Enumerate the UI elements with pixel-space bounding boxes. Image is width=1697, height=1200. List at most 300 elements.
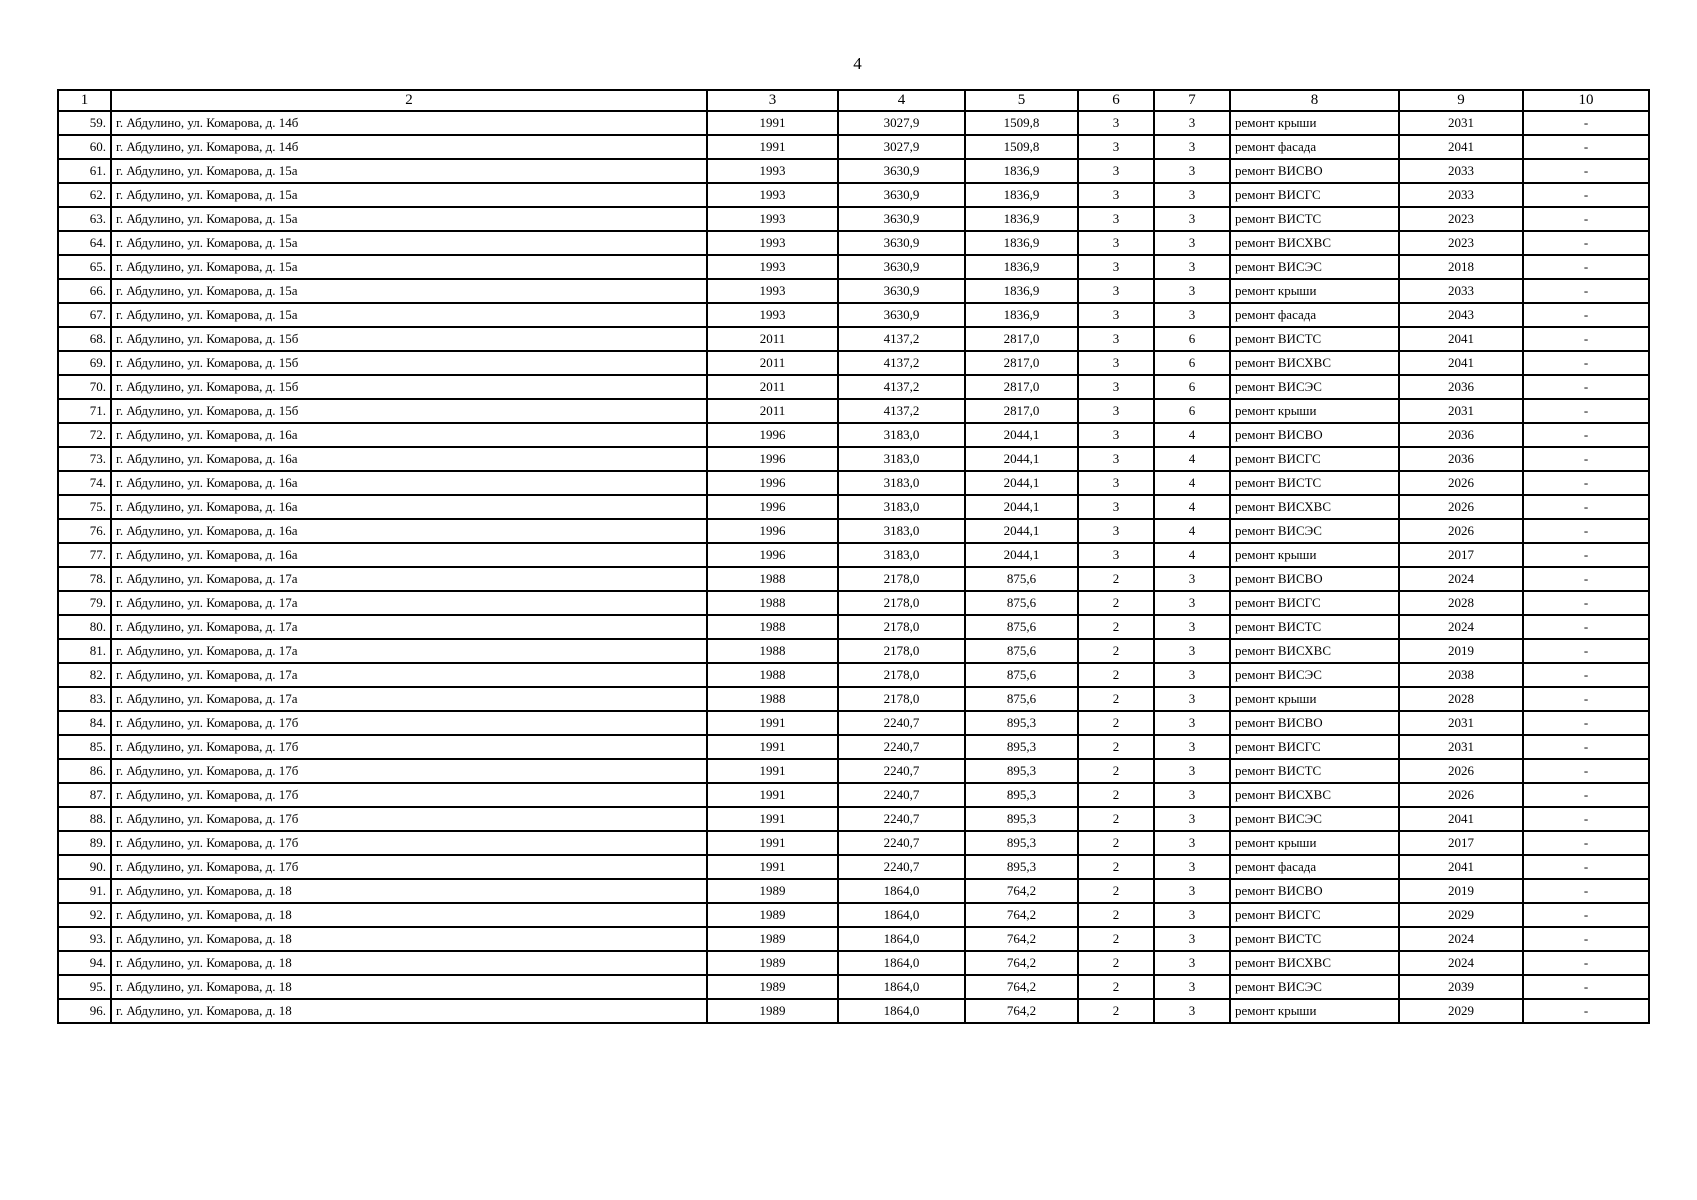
total-area-cell: 4137,2 [838,351,965,375]
planned-year-cell: 2041 [1399,807,1523,831]
work-type-cell: ремонт крыши [1230,831,1399,855]
planned-year-cell: 2036 [1399,375,1523,399]
living-area-cell: 895,3 [965,711,1078,735]
floors-cell: 2 [1078,879,1154,903]
address-cell: г. Абдулино, ул. Комарова, д. 15б [111,375,707,399]
note-cell: - [1523,687,1649,711]
row-number-cell: 84. [58,711,111,735]
address-cell: г. Абдулино, ул. Комарова, д. 17а [111,567,707,591]
work-type-cell: ремонт ВИСВО [1230,423,1399,447]
work-type-cell: ремонт ВИСТС [1230,759,1399,783]
row-number-cell: 96. [58,999,111,1023]
entrances-cell: 3 [1154,231,1230,255]
note-cell: - [1523,519,1649,543]
work-type-cell: ремонт крыши [1230,543,1399,567]
table-row [58,351,1649,375]
table-row [58,207,1649,231]
living-area-cell: 764,2 [965,975,1078,999]
total-area-cell: 3630,9 [838,159,965,183]
entrances-cell: 6 [1154,351,1230,375]
column-number-row [58,90,1649,111]
row-number-cell: 62. [58,183,111,207]
address-cell: г. Абдулино, ул. Комарова, д. 17б [111,831,707,855]
living-area-cell: 1836,9 [965,231,1078,255]
planned-year-cell: 2017 [1399,543,1523,567]
entrances-cell: 3 [1154,735,1230,759]
entrances-cell: 4 [1154,471,1230,495]
total-area-cell: 2240,7 [838,759,965,783]
work-type-cell: ремонт ВИСЭС [1230,255,1399,279]
table-row [58,399,1649,423]
row-number-cell: 75. [58,495,111,519]
row-number-cell: 78. [58,567,111,591]
table-row [58,423,1649,447]
floors-cell: 3 [1078,159,1154,183]
living-area-cell: 1836,9 [965,279,1078,303]
planned-year-cell: 2031 [1399,711,1523,735]
table-row [58,663,1649,687]
total-area-cell: 3183,0 [838,495,965,519]
note-cell: - [1523,207,1649,231]
planned-year-cell: 2041 [1399,855,1523,879]
table-row [58,183,1649,207]
entrances-cell: 3 [1154,831,1230,855]
floors-cell: 3 [1078,447,1154,471]
row-number-cell: 60. [58,135,111,159]
year-built-cell: 1988 [707,591,838,615]
address-cell: г. Абдулино, ул. Комарова, д. 16а [111,543,707,567]
total-area-cell: 1864,0 [838,999,965,1023]
year-built-cell: 1993 [707,159,838,183]
address-cell: г. Абдулино, ул. Комарова, д. 16а [111,519,707,543]
note-cell: - [1523,183,1649,207]
row-number-cell: 61. [58,159,111,183]
work-type-cell: ремонт ВИСВО [1230,879,1399,903]
planned-year-cell: 2024 [1399,567,1523,591]
planned-year-cell: 2031 [1399,735,1523,759]
table-row [58,471,1649,495]
total-area-cell: 3183,0 [838,471,965,495]
total-area-cell: 3630,9 [838,303,965,327]
living-area-cell: 2044,1 [965,543,1078,567]
note-cell: - [1523,231,1649,255]
note-cell: - [1523,807,1649,831]
floors-cell: 2 [1078,663,1154,687]
address-cell: г. Абдулино, ул. Комарова, д. 17а [111,639,707,663]
total-area-cell: 2240,7 [838,831,965,855]
work-type-cell: ремонт крыши [1230,111,1399,135]
planned-year-cell: 2041 [1399,327,1523,351]
entrances-cell: 6 [1154,399,1230,423]
work-type-cell: ремонт крыши [1230,687,1399,711]
total-area-cell: 2240,7 [838,807,965,831]
planned-year-cell: 2026 [1399,495,1523,519]
table-row [58,135,1649,159]
row-number-cell: 74. [58,471,111,495]
year-built-cell: 1996 [707,471,838,495]
floors-cell: 3 [1078,399,1154,423]
address-cell: г. Абдулино, ул. Комарова, д. 17б [111,735,707,759]
living-area-cell: 764,2 [965,879,1078,903]
entrances-cell: 3 [1154,855,1230,879]
planned-year-cell: 2026 [1399,519,1523,543]
year-built-cell: 1988 [707,639,838,663]
floors-cell: 3 [1078,135,1154,159]
address-cell: г. Абдулино, ул. Комарова, д. 15б [111,351,707,375]
address-cell: г. Абдулино, ул. Комарова, д. 16а [111,471,707,495]
note-cell: - [1523,567,1649,591]
planned-year-cell: 2018 [1399,255,1523,279]
row-number-cell: 67. [58,303,111,327]
table-row [58,927,1649,951]
work-type-cell: ремонт ВИСВО [1230,567,1399,591]
planned-year-cell: 2024 [1399,615,1523,639]
address-cell: г. Абдулино, ул. Комарова, д. 17б [111,855,707,879]
note-cell: - [1523,495,1649,519]
row-number-cell: 88. [58,807,111,831]
total-area-cell: 2178,0 [838,567,965,591]
row-number-cell: 73. [58,447,111,471]
living-area-cell: 895,3 [965,807,1078,831]
work-type-cell: ремонт ВИСХВС [1230,639,1399,663]
total-area-cell: 3630,9 [838,207,965,231]
table-row [58,855,1649,879]
planned-year-cell: 2024 [1399,927,1523,951]
living-area-cell: 2044,1 [965,519,1078,543]
living-area-cell: 1836,9 [965,255,1078,279]
note-cell: - [1523,375,1649,399]
total-area-cell: 3183,0 [838,423,965,447]
entrances-cell: 3 [1154,975,1230,999]
planned-year-cell: 2033 [1399,159,1523,183]
year-built-cell: 1989 [707,999,838,1023]
table-row [58,327,1649,351]
living-area-cell: 1509,8 [965,111,1078,135]
floors-cell: 3 [1078,519,1154,543]
entrances-cell: 6 [1154,327,1230,351]
row-number-cell: 64. [58,231,111,255]
row-number-cell: 82. [58,663,111,687]
address-cell: г. Абдулино, ул. Комарова, д. 16а [111,447,707,471]
floors-cell: 3 [1078,543,1154,567]
note-cell: - [1523,447,1649,471]
entrances-cell: 3 [1154,759,1230,783]
note-cell: - [1523,327,1649,351]
floors-cell: 3 [1078,423,1154,447]
note-cell: - [1523,255,1649,279]
row-number-cell: 70. [58,375,111,399]
planned-year-cell: 2039 [1399,975,1523,999]
total-area-cell: 3630,9 [838,255,965,279]
planned-year-cell: 2026 [1399,759,1523,783]
year-built-cell: 1989 [707,879,838,903]
address-cell: г. Абдулино, ул. Комарова, д. 15а [111,183,707,207]
floors-cell: 3 [1078,351,1154,375]
column-header-3: 3 [707,90,838,111]
planned-year-cell: 2019 [1399,639,1523,663]
total-area-cell: 4137,2 [838,327,965,351]
floors-cell: 2 [1078,615,1154,639]
work-type-cell: ремонт ВИСВО [1230,711,1399,735]
entrances-cell: 3 [1154,255,1230,279]
entrances-cell: 4 [1154,519,1230,543]
work-type-cell: ремонт ВИСТС [1230,927,1399,951]
year-built-cell: 1996 [707,519,838,543]
floors-cell: 2 [1078,951,1154,975]
year-built-cell: 1988 [707,663,838,687]
table-row [58,447,1649,471]
floors-cell: 3 [1078,111,1154,135]
year-built-cell: 1993 [707,183,838,207]
total-area-cell: 4137,2 [838,399,965,423]
total-area-cell: 2178,0 [838,639,965,663]
note-cell: - [1523,591,1649,615]
living-area-cell: 2817,0 [965,327,1078,351]
floors-cell: 2 [1078,903,1154,927]
total-area-cell: 2178,0 [838,663,965,687]
living-area-cell: 764,2 [965,951,1078,975]
row-number-cell: 68. [58,327,111,351]
address-cell: г. Абдулино, ул. Комарова, д. 14б [111,111,707,135]
entrances-cell: 3 [1154,639,1230,663]
note-cell: - [1523,999,1649,1023]
column-header-5: 5 [965,90,1078,111]
column-header-6: 6 [1078,90,1154,111]
total-area-cell: 1864,0 [838,903,965,927]
living-area-cell: 895,3 [965,735,1078,759]
total-area-cell: 2240,7 [838,855,965,879]
floors-cell: 3 [1078,207,1154,231]
note-cell: - [1523,639,1649,663]
living-area-cell: 895,3 [965,759,1078,783]
column-header-2: 2 [111,90,707,111]
address-cell: г. Абдулино, ул. Комарова, д. 15б [111,327,707,351]
entrances-cell: 3 [1154,279,1230,303]
work-type-cell: ремонт ВИСХВС [1230,783,1399,807]
row-number-cell: 66. [58,279,111,303]
entrances-cell: 3 [1154,567,1230,591]
row-number-cell: 81. [58,639,111,663]
floors-cell: 2 [1078,783,1154,807]
entrances-cell: 3 [1154,807,1230,831]
row-number-cell: 94. [58,951,111,975]
year-built-cell: 1991 [707,735,838,759]
address-cell: г. Абдулино, ул. Комарова, д. 15а [111,255,707,279]
address-cell: г. Абдулино, ул. Комарова, д. 15а [111,303,707,327]
year-built-cell: 2011 [707,351,838,375]
column-header-9: 9 [1399,90,1523,111]
floors-cell: 3 [1078,255,1154,279]
row-number-cell: 79. [58,591,111,615]
total-area-cell: 3027,9 [838,135,965,159]
floors-cell: 2 [1078,759,1154,783]
total-area-cell: 2240,7 [838,783,965,807]
address-cell: г. Абдулино, ул. Комарова, д. 17а [111,591,707,615]
entrances-cell: 3 [1154,207,1230,231]
living-area-cell: 1836,9 [965,207,1078,231]
planned-year-cell: 2033 [1399,183,1523,207]
planned-year-cell: 2036 [1399,423,1523,447]
floors-cell: 2 [1078,591,1154,615]
living-area-cell: 875,6 [965,615,1078,639]
entrances-cell: 4 [1154,543,1230,567]
living-area-cell: 1836,9 [965,183,1078,207]
planned-year-cell: 2029 [1399,999,1523,1023]
note-cell: - [1523,855,1649,879]
table-row [58,879,1649,903]
row-number-cell: 65. [58,255,111,279]
table-row [58,999,1649,1023]
entrances-cell: 3 [1154,183,1230,207]
planned-year-cell: 2031 [1399,399,1523,423]
table-row [58,951,1649,975]
planned-year-cell: 2041 [1399,351,1523,375]
address-cell: г. Абдулино, ул. Комарова, д. 18 [111,927,707,951]
address-cell: г. Абдулино, ул. Комарова, д. 18 [111,999,707,1023]
living-area-cell: 875,6 [965,567,1078,591]
total-area-cell: 1864,0 [838,975,965,999]
address-cell: г. Абдулино, ул. Комарова, д. 17б [111,783,707,807]
total-area-cell: 3183,0 [838,447,965,471]
year-built-cell: 1991 [707,135,838,159]
row-number-cell: 71. [58,399,111,423]
floors-cell: 2 [1078,567,1154,591]
note-cell: - [1523,831,1649,855]
work-type-cell: ремонт ВИСВО [1230,159,1399,183]
floors-cell: 3 [1078,375,1154,399]
year-built-cell: 1996 [707,423,838,447]
year-built-cell: 1989 [707,951,838,975]
address-cell: г. Абдулино, ул. Комарова, д. 17а [111,687,707,711]
year-built-cell: 1991 [707,711,838,735]
year-built-cell: 1993 [707,303,838,327]
total-area-cell: 2178,0 [838,591,965,615]
note-cell: - [1523,303,1649,327]
address-cell: г. Абдулино, ул. Комарова, д. 15а [111,207,707,231]
column-header-10: 10 [1523,90,1649,111]
total-area-cell: 3630,9 [838,279,965,303]
year-built-cell: 2011 [707,399,838,423]
planned-year-cell: 2033 [1399,279,1523,303]
year-built-cell: 1996 [707,543,838,567]
total-area-cell: 2178,0 [838,615,965,639]
column-header-7: 7 [1154,90,1230,111]
year-built-cell: 1989 [707,975,838,999]
work-type-cell: ремонт ВИСГС [1230,447,1399,471]
entrances-cell: 3 [1154,663,1230,687]
living-area-cell: 2044,1 [965,423,1078,447]
year-built-cell: 1991 [707,831,838,855]
note-cell: - [1523,423,1649,447]
planned-year-cell: 2019 [1399,879,1523,903]
note-cell: - [1523,975,1649,999]
address-cell: г. Абдулино, ул. Комарова, д. 15а [111,159,707,183]
address-cell: г. Абдулино, ул. Комарова, д. 17б [111,711,707,735]
work-type-cell: ремонт ВИСГС [1230,591,1399,615]
column-header-8: 8 [1230,90,1399,111]
total-area-cell: 3027,9 [838,111,965,135]
work-type-cell: ремонт ВИСЭС [1230,519,1399,543]
entrances-cell: 3 [1154,999,1230,1023]
note-cell: - [1523,903,1649,927]
living-area-cell: 2817,0 [965,351,1078,375]
table-row [58,375,1649,399]
living-area-cell: 1836,9 [965,303,1078,327]
work-type-cell: ремонт ВИСЭС [1230,975,1399,999]
living-area-cell: 764,2 [965,999,1078,1023]
living-area-cell: 1509,8 [965,135,1078,159]
total-area-cell: 3183,0 [838,543,965,567]
table-row [58,255,1649,279]
entrances-cell: 3 [1154,159,1230,183]
planned-year-cell: 2028 [1399,687,1523,711]
entrances-cell: 3 [1154,303,1230,327]
address-cell: г. Абдулино, ул. Комарова, д. 16а [111,423,707,447]
entrances-cell: 3 [1154,951,1230,975]
entrances-cell: 3 [1154,111,1230,135]
address-cell: г. Абдулино, ул. Комарова, д. 17а [111,663,707,687]
address-cell: г. Абдулино, ул. Комарова, д. 18 [111,903,707,927]
planned-year-cell: 2026 [1399,783,1523,807]
year-built-cell: 1991 [707,855,838,879]
row-number-cell: 92. [58,903,111,927]
repair-schedule-table [57,89,1650,1024]
row-number-cell: 89. [58,831,111,855]
table-body [58,111,1649,1023]
work-type-cell: ремонт крыши [1230,999,1399,1023]
address-cell: г. Абдулино, ул. Комарова, д. 18 [111,975,707,999]
year-built-cell: 1996 [707,447,838,471]
table-row [58,903,1649,927]
row-number-cell: 95. [58,975,111,999]
living-area-cell: 875,6 [965,687,1078,711]
note-cell: - [1523,615,1649,639]
table-row [58,159,1649,183]
row-number-cell: 59. [58,111,111,135]
planned-year-cell: 2031 [1399,111,1523,135]
work-type-cell: ремонт ВИСЭС [1230,807,1399,831]
entrances-cell: 3 [1154,927,1230,951]
floors-cell: 3 [1078,471,1154,495]
address-cell: г. Абдулино, ул. Комарова, д. 17б [111,807,707,831]
year-built-cell: 1989 [707,903,838,927]
row-number-cell: 86. [58,759,111,783]
floors-cell: 3 [1078,231,1154,255]
planned-year-cell: 2024 [1399,951,1523,975]
address-cell: г. Абдулино, ул. Комарова, д. 17а [111,615,707,639]
planned-year-cell: 2023 [1399,207,1523,231]
living-area-cell: 764,2 [965,927,1078,951]
table-row [58,615,1649,639]
row-number-cell: 80. [58,615,111,639]
floors-cell: 2 [1078,687,1154,711]
address-cell: г. Абдулино, ул. Комарова, д. 18 [111,951,707,975]
row-number-cell: 69. [58,351,111,375]
table-row [58,111,1649,135]
floors-cell: 3 [1078,303,1154,327]
table-row [58,279,1649,303]
entrances-cell: 3 [1154,711,1230,735]
row-number-cell: 93. [58,927,111,951]
floors-cell: 2 [1078,711,1154,735]
table-row [58,687,1649,711]
note-cell: - [1523,351,1649,375]
total-area-cell: 4137,2 [838,375,965,399]
work-type-cell: ремонт ВИСХВС [1230,231,1399,255]
living-area-cell: 2044,1 [965,447,1078,471]
note-cell: - [1523,927,1649,951]
floors-cell: 2 [1078,975,1154,999]
